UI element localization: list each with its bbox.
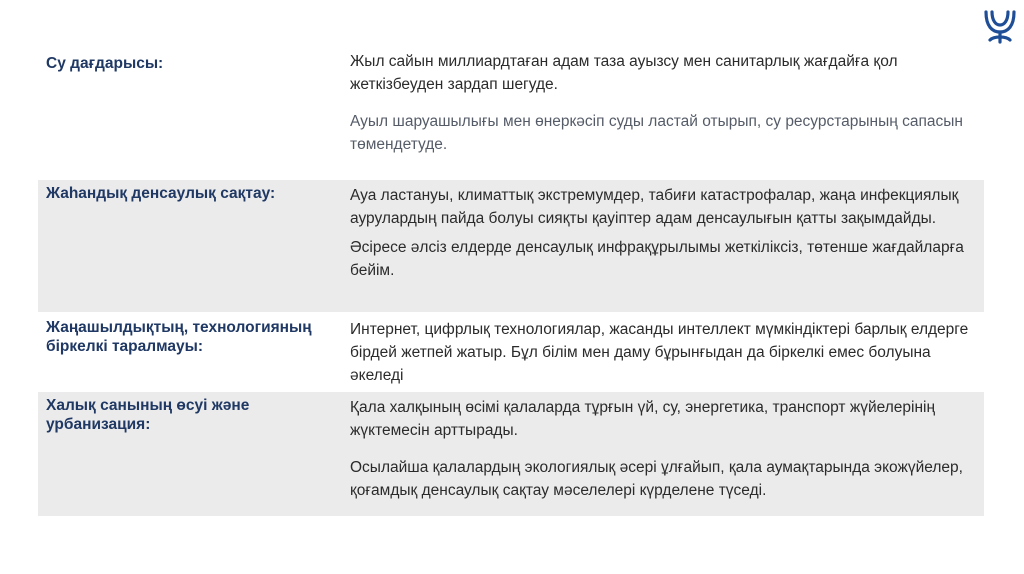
table-row [38,180,984,314]
row-label: Жаһандық денсаулық сақтау: [46,185,276,202]
row-label: Су дағдарысы: [46,55,164,72]
row-content [338,40,984,178]
row-paragraph: Ауыл шаруашылығы мен өнеркәсіп суды ластай отырып, су ресурстарының сапасын төмендетуде. [350,113,963,153]
row-label: Халық санының өсуі және урбанизация: [46,397,250,433]
row-paragraph: Қала халқының өсімі қалаларда тұрғын үй, су, энергетика, транспорт жүйелерінің жүктемесін арттырады. [350,399,936,439]
row-paragraph: Осылайша қалалардың экологиялық әсері ұлғайып, қала аумақтарында экожүйелер, қоғамдық денсаулық сақтау мәселелері күрделене түседі. [350,459,963,499]
row-label: Жаңашылдықтың, технологияның біркелкі таралмауы: [46,319,312,355]
table-row [38,314,984,392]
info-table [38,40,984,518]
row-paragraph: Интернет, цифрлық технологиялар, жасанды интеллект мүмкіндіктері барлық елдерге бірдей жетпей жатыр. Бұл білім мен даму бұрынғыдан да біркелкі емес болуына әкеледі [350,321,969,384]
table-row [38,392,984,518]
row-paragraph: Ауа ластануы, климаттық экстремумдер, табиғи катастрофалар, жаңа инфекциялық аурулардың пайда болуы сияқты қауіптер адам денсаулығын қатты зақымдайды. [350,187,959,227]
row-content [338,180,984,312]
row-content [338,392,984,516]
row-paragraph: Жыл сайын миллиардтаған адам таза ауызсу мен санитарлық жағдайға қол жеткізбеуден зардап шегуде. [350,53,898,93]
university-logo-icon [980,6,1020,46]
table-row [38,40,984,180]
row-paragraph: Әсіресе әлсіз елдерде денсаулық инфрақұрылымы жеткіліксіз, төтенше жағдайларға бейім. [350,239,964,279]
row-content [338,314,984,390]
